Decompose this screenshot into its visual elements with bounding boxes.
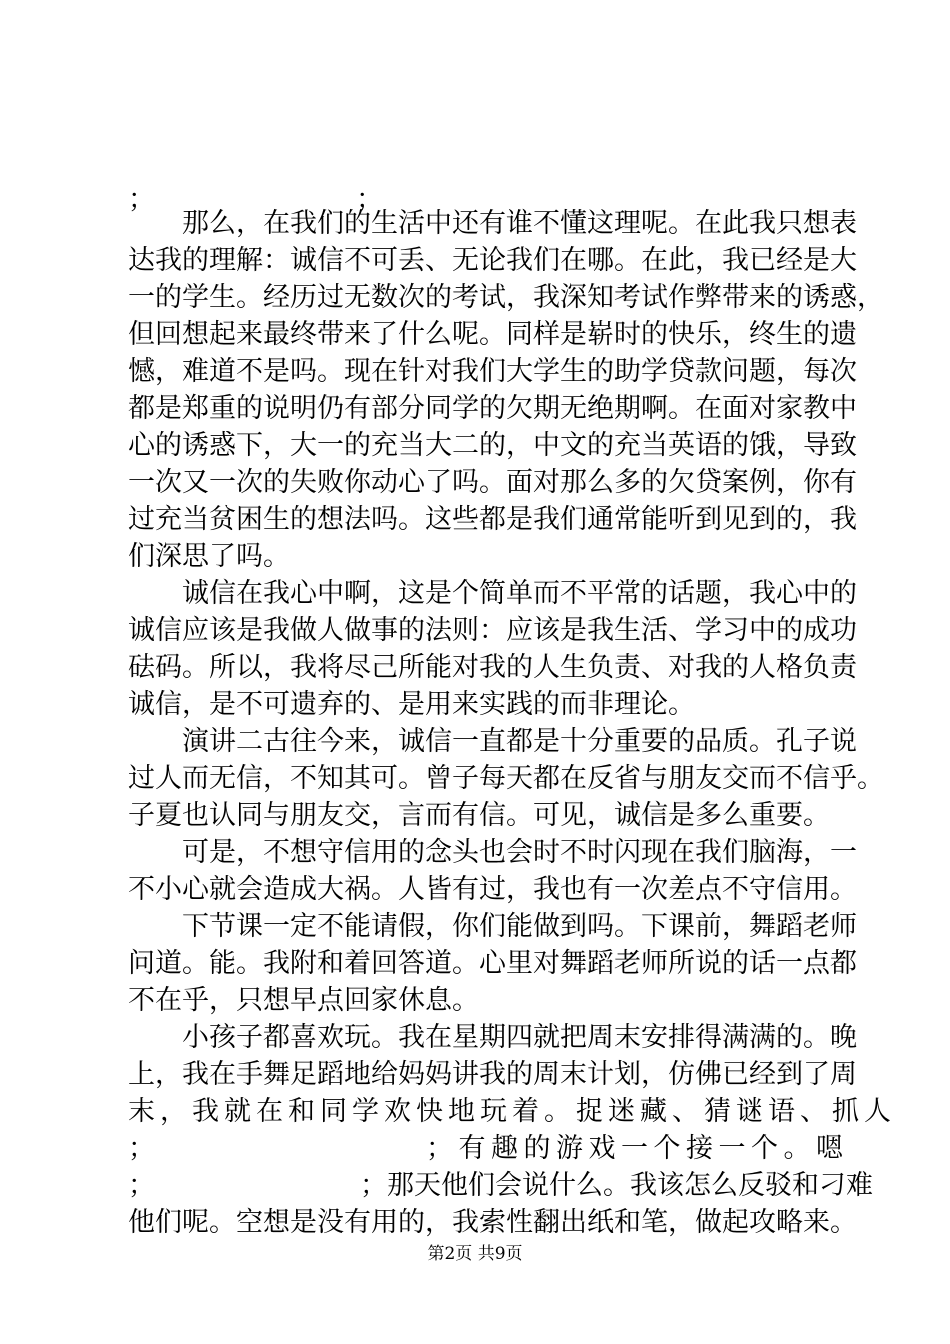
paragraph-line: 末，我就在和同学欢快地玩着。捉迷藏、猜谜语、抓人: [128, 1096, 896, 1127]
line-text-segment: ；那天他们会说什么。我该怎么反驳和刁难: [360, 1170, 873, 1201]
paragraph-line: 不在乎，只想早点回家休息。: [128, 985, 479, 1016]
page-footer: 第2页 共9页: [427, 1244, 523, 1264]
paragraph-line: 那么，在我们的生活中还有谁不懂这理呢。在此我只想表: [182, 208, 857, 239]
paragraph-line: 憾，难道不是吗。现在针对我们大学生的助学贷款问题，每次: [128, 356, 857, 387]
line-text-segment: ；有趣的游戏一个接一个。嗯: [426, 1133, 849, 1164]
paragraph-line: 他们呢。空想是没有用的，我索性翻出纸和笔，做起攻略来。: [128, 1207, 857, 1238]
semicolon-mark: ；: [356, 184, 383, 215]
paragraph-line: 问道。能。我附和着回答道。心里对舞蹈老师所说的话一点都: [128, 948, 857, 979]
paragraph-line: [128, 1166, 873, 1206]
paragraph-line: 过人而无信，不知其可。曾子每天都在反省与朋友交而不信乎。: [128, 763, 884, 794]
paragraph-line: 下节课一定不能请假，你们能做到吗。下课前，舞蹈老师: [182, 911, 857, 942]
semicolon-mark: ；: [128, 1170, 155, 1201]
paragraph-line: 不小心就会造成大祸。人皆有过，我也有一次差点不守信用。: [128, 874, 857, 905]
paragraph-line: 但回想起来最终带来了什么呢。同样是崭时的快乐，终生的遗: [128, 319, 857, 350]
semicolon-mark: ；: [128, 1133, 155, 1164]
paragraph-line: 一的学生。经历过无数次的考试，我深知考试作弊带来的诱惑，: [128, 282, 884, 313]
paragraph-line: 们深思了吗。: [128, 541, 290, 572]
paragraph-line: 都是郑重的说明仍有部分同学的欠期无绝期啊。在面对家教中: [128, 393, 857, 424]
paragraph-line: 子夏也认同与朋友交，言而有信。可见，诚信是多么重要。: [128, 800, 830, 831]
paragraph-line: 小孩子都喜欢玩。我在星期四就把周末安排得满满的。晚: [182, 1022, 857, 1053]
paragraph-line: 心的诱惑下，大一的充当大二的，中文的充当英语的饿，导致: [128, 430, 857, 461]
paragraph-line: [128, 1129, 849, 1169]
paragraph-line: 演讲二古往今来，诚信一直都是十分重要的品质。孔子说: [182, 726, 857, 757]
semicolon-mark: ；: [128, 184, 155, 215]
paragraph-line: 一次又一次的失败你动心了吗。面对那么多的欠贷案例，你有: [128, 467, 857, 498]
paragraph-line: 可是，不想守信用的念头也会时不时闪现在我们脑海，一: [182, 837, 857, 868]
paragraph-line: 诚信，是不可遗弃的、是用来实践的而非理论。: [128, 689, 695, 720]
paragraph-line: 上，我在手舞足蹈地给妈妈讲我的周末计划，仿佛已经到了周: [128, 1059, 857, 1090]
paragraph-line: 达我的理解：诚信不可丢、无论我们在哪。在此，我已经是大: [128, 245, 857, 276]
paragraph-line: 过充当贫困生的想法吗。这些都是我们通常能听到见到的，我: [128, 504, 857, 535]
paragraph-line: 诚信应该是我做人做事的法则：应该是我生活、学习中的成功: [128, 615, 857, 646]
paragraph-line: 砝码。所以，我将尽己所能对我的人生负责、对我的人格负责: [128, 652, 857, 683]
paragraph-line: 诚信在我心中啊，这是个简单而不平常的话题，我心中的: [182, 578, 857, 609]
